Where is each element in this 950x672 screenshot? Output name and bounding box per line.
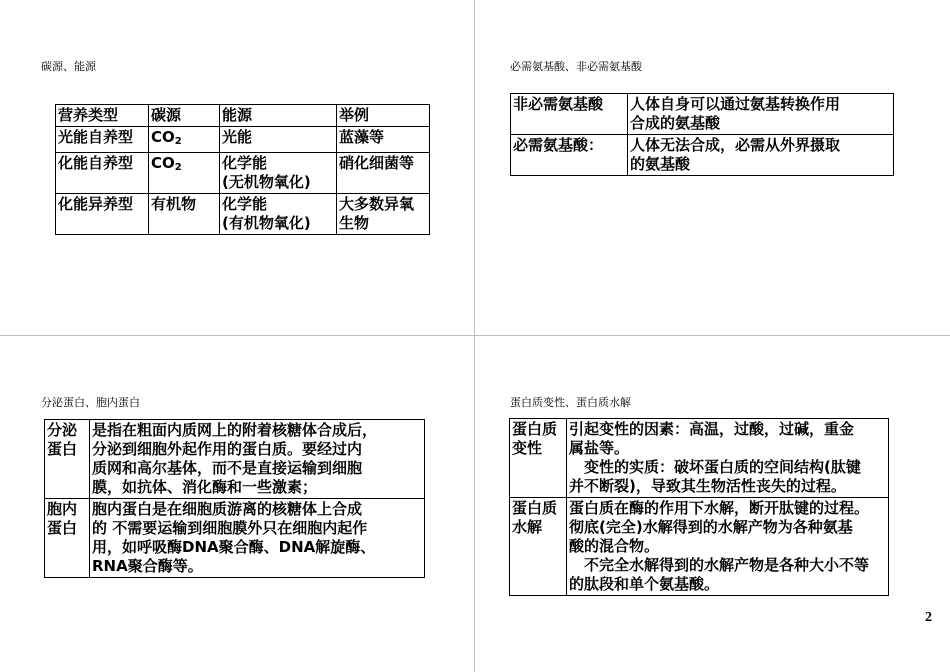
amino-acid-table	[510, 93, 894, 176]
protein-type-table	[44, 419, 425, 578]
page-number: 2	[925, 610, 932, 625]
header-cell: 碳源	[149, 105, 220, 127]
slide4-caption: 蛋白质变性、蛋白质水解	[510, 396, 631, 409]
term-cell: 非必需氨基酸	[511, 94, 628, 135]
desc-cell: 引起变性的因素：高温，过酸，过碱，重金 属盐等。 变性的实质：破坏蛋白质的空间结构(肽键 并不断裂)，导致其生物活性丧失的过程。	[567, 419, 889, 498]
table-row	[510, 419, 889, 498]
term-cell: 胞内 蛋白	[45, 499, 90, 578]
desc-cell: 胞内蛋白是在细胞质游离的核糖体上合成 的 不需要运输到细胞膜外只在细胞内起作 用，如呼吸酶DNA聚合酶、DNA解旋酶、 RNA聚合酶等。	[90, 499, 425, 578]
table-row	[45, 420, 425, 499]
carbon-cell: $CO_2$	[149, 153, 220, 194]
type-cell: 化能异养型	[56, 194, 149, 235]
energy-cell: 化学能 (无机物氧化)	[220, 153, 337, 194]
nutrition-type-table	[55, 104, 430, 235]
table-row	[510, 498, 889, 596]
table-row	[511, 94, 894, 135]
table-header-row	[56, 105, 430, 127]
vertical-divider	[474, 0, 475, 672]
slide2-caption: 必需氨基酸、非必需氨基酸	[510, 60, 642, 73]
term-cell: 分泌 蛋白	[45, 420, 90, 499]
carbon-cell: 有机物	[149, 194, 220, 235]
energy-cell: 光能	[220, 127, 337, 153]
example-cell: 硝化细菌等	[337, 153, 430, 194]
example-cell: 大多数异氧 生物	[337, 194, 430, 235]
term-cell: 必需氨基酸：	[511, 135, 628, 176]
slide1-caption: 碳源、能源	[41, 60, 96, 73]
type-cell: 光能自养型	[56, 127, 149, 153]
term-cell: 蛋白质 变性	[510, 419, 567, 498]
carbon-cell: $CO_2$	[149, 127, 220, 153]
table-row	[511, 135, 894, 176]
header-cell: 举例	[337, 105, 430, 127]
type-cell: 化能自养型	[56, 153, 149, 194]
example-cell: 蓝藻等	[337, 127, 430, 153]
table-row	[45, 499, 425, 578]
energy-cell: 化学能 (有机物氧化)	[220, 194, 337, 235]
term-cell: 蛋白质 水解	[510, 498, 567, 596]
table-row	[56, 127, 430, 153]
header-cell: 能源	[220, 105, 337, 127]
header-cell: 营养类型	[56, 105, 149, 127]
desc-cell: 是指在粗面内质网上的附着核糖体合成后， 分泌到细胞外起作用的蛋白质。要经过内 质网和高尔基体，而不是直接运输到细胞 膜，如抗体、消化酶和一些激素；	[90, 420, 425, 499]
protein-denature-table	[509, 418, 889, 596]
table-row	[56, 194, 430, 235]
horizontal-divider	[0, 335, 950, 336]
desc-cell: 蛋白质在酶的作用下水解，断开肽键的过程。 彻底(完全)水解得到的水解产物为各种氨基 酸的混合物。 不完全水解得到的水解产物是各种大小不等 的肽段和单个氨基酸。	[567, 498, 889, 596]
table-row	[56, 153, 430, 194]
slide3-caption: 分泌蛋白、胞内蛋白	[41, 396, 140, 409]
desc-cell: 人体自身可以通过氨基转换作用 合成的氨基酸	[628, 94, 894, 135]
desc-cell: 人体无法合成，必需从外界摄取 的氨基酸	[628, 135, 894, 176]
